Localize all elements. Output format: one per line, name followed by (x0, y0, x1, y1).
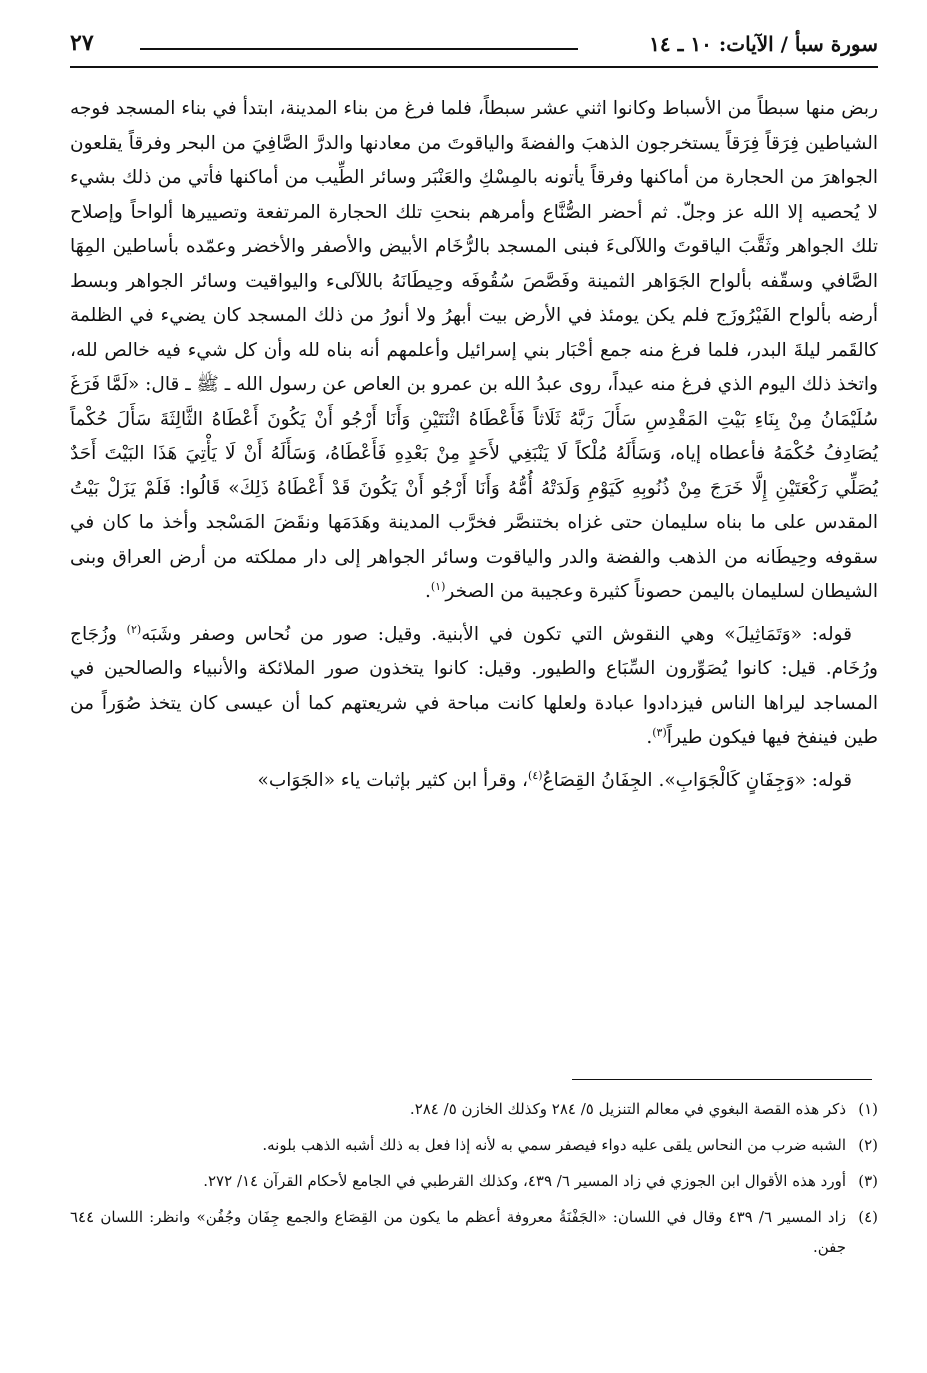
body-text (70, 92, 878, 798)
page-header (70, 28, 878, 64)
footnote-number: (١) (858, 1100, 878, 1118)
footnote-text: زاد المسير ٦/ ٤٣٩ وقال في اللسان: «الجَفْنَةُ معروفة أعظم ما يكون من القِصَاع والجمع جِفَان وجُفُن» وانظر: اللسان ٦٤٤ جفن. (70, 1208, 846, 1256)
footnote-number: (٢) (858, 1136, 878, 1154)
header-divider (70, 66, 878, 68)
footnote-ref: (٢) (126, 622, 142, 636)
paragraph-tail: . (646, 727, 653, 748)
footnote (70, 1094, 878, 1124)
footnote-number: (٣) (858, 1172, 878, 1190)
footnote-text: أورد هذه الأقوال ابن الجوزي في زاد المسير ٦/ ٤٣٩، وكذلك القرطبي في الجامع لأحكام القرآن ١٤/ ٢٧٢. (203, 1172, 846, 1190)
footnote-text: الشبه ضرب من النحاس يلقى عليه دواء فيصفر سمي به لأنه إذا فعل به ذلك أشبه الذهب بلونه. (262, 1136, 846, 1154)
paragraph-tail: ، وقرأ ابن كثير بإثبات ياء «الجَوَاب» (257, 769, 529, 791)
paragraph-tail: . (424, 581, 431, 602)
paragraph-text: ربض منها سبطاً من الأسباط وكانوا اثني عشر سبطاً، فلما فرغ من بناء المدينة، ابتدأ في بناء المسجد فوجه الشياطين فِرَقاً فِرَقاً يستخرجون الذهبَ والفضةَ والياقوتَ من معادنها والدرَّ الصَّافِيَ من البحر وفرقاً يقلعون الجواهرَ من الحجارة من أماكنها وفرقاً يأتونه بالمِسْكِ والعَنْبَر وسائر الطِّيب من أماكنها فأتي من ذلك بشيء لا يُحصيه إلا الله عز وجلّ. ثم أحضر الصُّنَّاع وأمرهم بنحتِ تلك الحجارة المرتفعة وتصييرها ألواحاً وإصلاح تلك الجواهر وثَقَّبَ الياقوتَ واللآلىءَ فبنى المسجد بالرُّخَام الأبيض والأصفر والأخضر وعمّده بأساطين المِهَا الصَّافي وسقّفه بألواح الجَوَاهر الثمينة وفَصَّصَ سُقُوفَه وحِيطَانَهُ باللآلىء واليواقيت وسائر الجواهر وبسط أرضه بألواح الفَيْرُوزَج فلم يكن يومئذ في الأرض بيت أبهرُ ولا أنورُ من ذلك المسجد كان يضيء في الظلمة كالقَمر ليلةَ البدر، فلما فرغ منه جمع أحْبَار بني إسرائيل وأعلمهم أنه بناه لله وأن كل شيء فيه خالص لله، واتخذ ذلك اليوم الذي فرغ منه عيداً، روى عبدُ الله بن عمرو بن العاص عن رسول الله ـ ﷺ ـ قال: «لَمَّا فَرَغَ سُلَيْمَانُ مِنْ بِنَاءِ بَيْتِ المَقْدِسِ سَأَلَ رَبَّهُ ثَلَاثاً فَأَعْطَاهُ اثْنَتَيْنِ وَأَنَا أَرْجُو أَنْ يَكُونَ أَعْطَاهُ الثَّالِثَةَ سَأَلَ حُكْماً يُصَادِفُ حُكْمَهُ فأعطاه إياه، وَسَأَلَهُ مُلْكاً لَا يَنْبَغِي لأَحَدٍ مِنْ بَعْدِهِ فَأَعْطَاهُ، وَسَأَلَهُ أَنْ لَا يَأْتِيَ هَذَا البَيْتَ أَحَدٌ يُصَلِّي رَكْعَتَيْنِ إِلَّا خَرَجَ مِنْ ذُنُوبِهِ كَيَوْمِ وَلَدَتْهُ أُمُّهُ وَأَنَا أَرْجُو أَنْ يَكُونَ قَدْ أَعْطَاهُ ذَلِكَ» قَالُوا: فَلَمْ يَزَلْ بَيْتُ المقدس على ما بناه سليمان حتى غزاه بختنصَّر فخرَّب المدينة وهَدَمَها ونقَضَ المَسْجد وأخذ ما كان في سقوفه وحِيطَانه من الذهب والفضة والدر والياقوت وسائر الجواهر إلى دار مملكته من أرض العراق وبنى الشيطان لسليمان باليمن حصوناً كثيرة وعجيبة من الصخر (70, 98, 878, 602)
footnote-text: ذكر هذه القصة البغوي في معالم التنزيل ٥/ ٢٨٤ وكذلك الخازن ٥/ ٢٨٤. (409, 1100, 846, 1118)
footnote (70, 1166, 878, 1196)
paragraph (70, 764, 878, 799)
paragraph-text: قوله: «وَجِفَانٍ كَالْجَوَابِ». الجِفَانُ القِصَاعُ (542, 769, 852, 791)
footnote-ref: (١) (430, 579, 446, 593)
footnote-number: (٤) (858, 1208, 878, 1226)
paragraph-tail: وزُجَاج ورُخَام. قيل: كانوا يُصَوِّرون السِّبَاع والطيور. وقيل: كانوا يتخذون صور الملائكة والأنبياء والصالحين في المساجد ليراها الناس فيزدادوا عبادة ولعلها كانت مباحة في شريعتهم كما أن عيسى كان يتخذ صُوَراً من طين فينفخ فيها فيكون طيراً (70, 623, 878, 748)
footnote-ref: (٤) (528, 768, 543, 782)
footnote (70, 1202, 878, 1262)
paragraph-text: قوله: «وَتَمَاثِيلَ» وهي النقوش التي تكون في الأبنية. وقيل: صور من نُحاس وصفر وشَبَه (141, 623, 852, 645)
header-rule (140, 48, 578, 50)
footnote-separator (572, 1079, 872, 1080)
page-number: ٢٧ (70, 30, 94, 56)
paragraph (70, 92, 878, 610)
footnote (70, 1130, 878, 1160)
footnote-ref: (٣) (652, 725, 667, 739)
paragraph (70, 618, 878, 756)
footnotes (70, 1094, 878, 1268)
header-title: سورة سبأ / الآيات: ١٠ ـ ١٤ (649, 32, 878, 56)
